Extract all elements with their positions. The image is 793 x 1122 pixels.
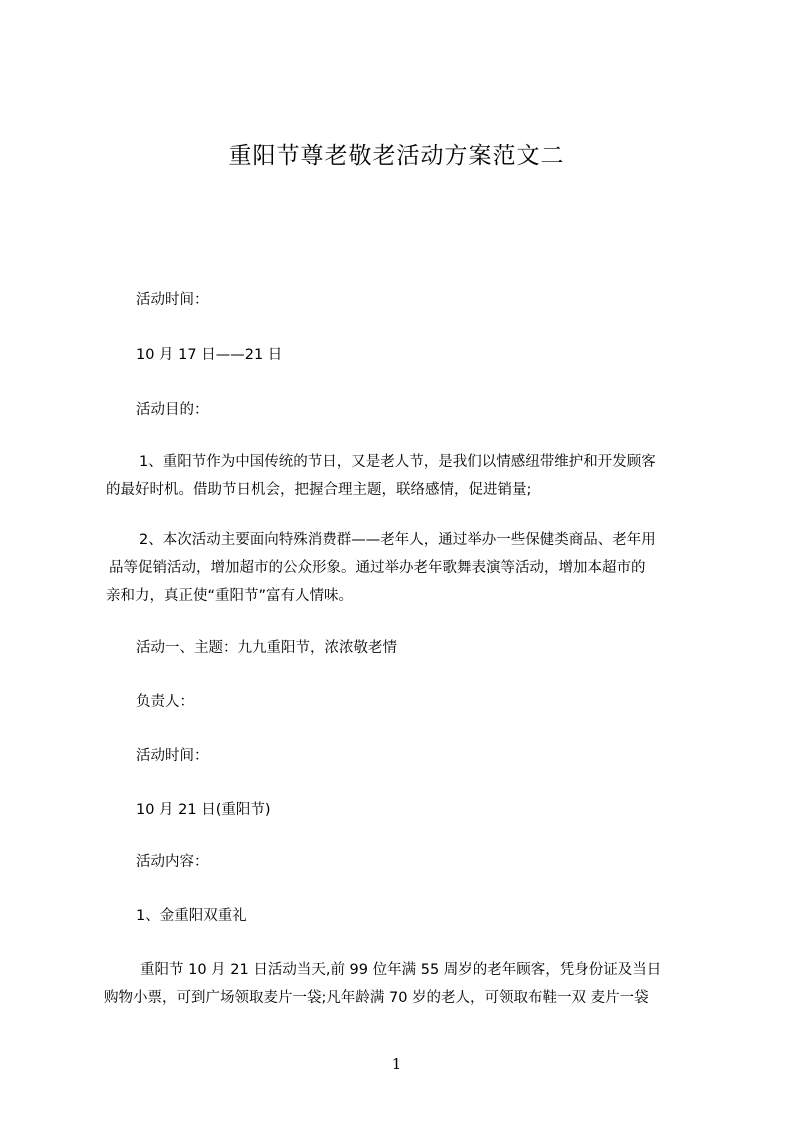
- activity-date: 10 月 21 日(重阳节): [136, 802, 271, 818]
- purpose-paragraph-2: [106, 530, 656, 614]
- text-line: 2、本次活动主要面向特殊消费群——老年人，通过举办一些保健类商品、老年用: [139, 532, 656, 548]
- activity-time-label-2: 活动时间：: [136, 748, 209, 764]
- text-line: 购物小票，可到广场领取麦片一袋;凡年龄满 70 岁的老人，可领取布鞋一双 麦片一袋: [104, 990, 649, 1006]
- document-title: 重阳节尊老敬老活动方案范文二: [228, 143, 565, 169]
- page-number: 1: [391, 1055, 402, 1073]
- person-in-charge-label: 负责人：: [136, 694, 194, 710]
- text-line: 的最好时机。借助节日机会，把握合理主题，联络感情，促进销量;: [106, 482, 532, 498]
- purpose-paragraph-1: [106, 452, 656, 508]
- activity-content-label: 活动内容：: [136, 854, 209, 870]
- text-line: 重阳节 10 月 21 日活动当天,前 99 位年满 55 周岁的老年顾客，凭身份证及当日: [140, 962, 662, 978]
- text-line: 品等促销活动，增加超市的公众形象。通过举办老年歌舞表演等活动，增加本超市的: [109, 560, 646, 576]
- text-line: 1、重阳节作为中国传统的节日，又是老人节，是我们以情感纽带维护和开发顾客: [139, 454, 656, 470]
- activity-date-range: 10 月 17 日——21 日: [136, 347, 283, 363]
- text-line: 亲和力，真正使“重阳节”富有人情味。: [106, 588, 354, 604]
- gift-paragraph: [104, 960, 661, 1016]
- gift-item-heading: 1、金重阳双重礼: [136, 908, 247, 924]
- activity-one-theme: 活动一、主题：九九重阳节，浓浓敬老情: [136, 640, 397, 656]
- activity-purpose-label: 活动目的：: [136, 402, 209, 418]
- activity-time-label: 活动时间：: [136, 292, 209, 308]
